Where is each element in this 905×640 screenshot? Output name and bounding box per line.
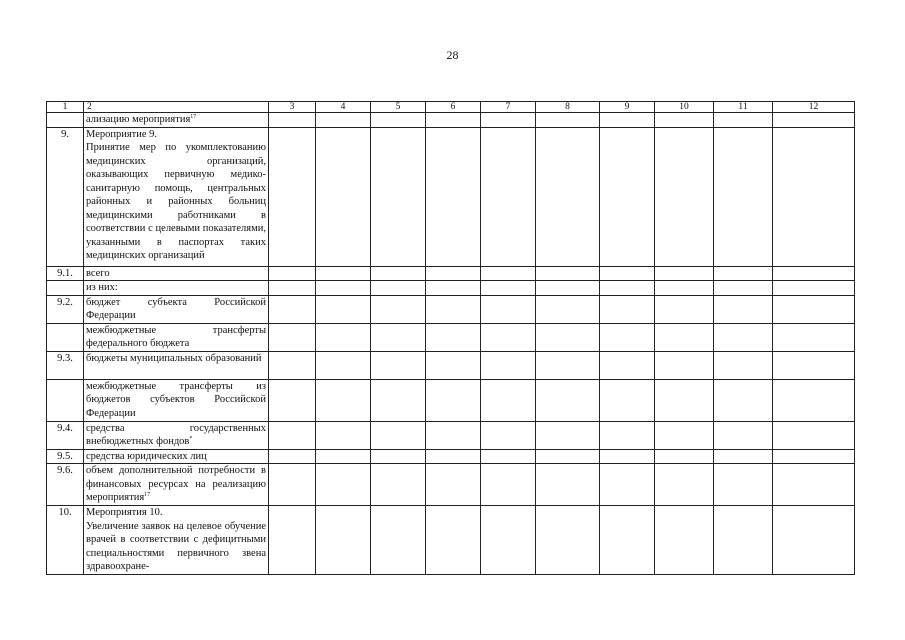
- value-cell-col-3: [269, 281, 316, 296]
- col-header-1: 1: [47, 102, 84, 113]
- value-cell-col-10: [655, 323, 714, 351]
- value-cell-col-6: [426, 506, 481, 575]
- value-cell-col-10: [655, 351, 714, 379]
- description-line: [86, 352, 266, 366]
- value-cell-col-8: [536, 506, 600, 575]
- value-cell-col-3: [269, 113, 316, 128]
- value-cell-col-7: [481, 113, 536, 128]
- row-number: 9.5.: [47, 449, 84, 464]
- value-cell-col-10: [655, 113, 714, 128]
- value-cell-col-4: [316, 351, 371, 379]
- row-description: [84, 127, 269, 266]
- description-line: [86, 450, 266, 464]
- value-cell-col-12: [773, 266, 855, 281]
- row-description: [84, 295, 269, 323]
- value-cell-col-10: [655, 449, 714, 464]
- description-line: [86, 281, 266, 295]
- value-cell-col-9: [600, 281, 655, 296]
- value-cell-col-3: [269, 266, 316, 281]
- row-number: 10.: [47, 506, 84, 575]
- value-cell-col-12: [773, 449, 855, 464]
- value-cell-col-11: [714, 506, 773, 575]
- value-cell-col-5: [371, 449, 426, 464]
- value-cell-col-10: [655, 421, 714, 449]
- col-header-6: 6: [426, 102, 481, 113]
- row-description: [84, 323, 269, 351]
- value-cell-col-12: [773, 464, 855, 506]
- value-cell-col-8: [536, 295, 600, 323]
- value-cell-col-3: [269, 323, 316, 351]
- value-cell-col-8: [536, 266, 600, 281]
- col-header-10: 10: [655, 102, 714, 113]
- value-cell-col-11: [714, 464, 773, 506]
- value-cell-col-6: [426, 323, 481, 351]
- value-cell-col-4: [316, 113, 371, 128]
- value-cell-col-8: [536, 351, 600, 379]
- col-header-3: 3: [269, 102, 316, 113]
- col-header-9: 9: [600, 102, 655, 113]
- value-cell-col-12: [773, 506, 855, 575]
- value-cell-col-7: [481, 506, 536, 575]
- value-cell-col-6: [426, 421, 481, 449]
- description-line: [86, 141, 266, 263]
- value-cell-col-9: [600, 421, 655, 449]
- row-description: [84, 281, 269, 296]
- description-text: ализацию мероприятия: [86, 114, 191, 125]
- value-cell-col-8: [536, 421, 600, 449]
- value-cell-col-7: [481, 127, 536, 266]
- col-header-11: 11: [714, 102, 773, 113]
- value-cell-col-10: [655, 127, 714, 266]
- description-text: средства государственных внебюджетных фондов: [86, 422, 266, 447]
- row-number: 9.: [47, 127, 84, 266]
- description-line: [86, 267, 266, 281]
- footnote-marker: 17: [144, 492, 151, 498]
- description-text: межбюджетные трансферты федерального бюджета: [86, 324, 266, 349]
- value-cell-col-4: [316, 266, 371, 281]
- value-cell-col-9: [600, 295, 655, 323]
- value-cell-col-10: [655, 266, 714, 281]
- value-cell-col-12: [773, 113, 855, 128]
- value-cell-col-5: [371, 295, 426, 323]
- table-row: [47, 323, 855, 351]
- row-description: [84, 379, 269, 421]
- value-cell-col-4: [316, 506, 371, 575]
- row-number: [47, 113, 84, 128]
- description-text: бюджет субъекта Российской Федерации: [86, 296, 266, 321]
- description-line: [86, 113, 266, 127]
- value-cell-col-7: [481, 351, 536, 379]
- table-row: [47, 421, 855, 449]
- value-cell-col-7: [481, 379, 536, 421]
- value-cell-col-12: [773, 127, 855, 266]
- value-cell-col-7: [481, 295, 536, 323]
- value-cell-col-7: [481, 266, 536, 281]
- value-cell-col-6: [426, 449, 481, 464]
- footnote-marker: 17: [190, 114, 197, 120]
- value-cell-col-9: [600, 351, 655, 379]
- value-cell-col-3: [269, 379, 316, 421]
- table-row: [47, 266, 855, 281]
- row-number: [47, 379, 84, 421]
- value-cell-col-9: [600, 506, 655, 575]
- value-cell-col-6: [426, 127, 481, 266]
- value-cell-col-11: [714, 379, 773, 421]
- description-text: всего: [86, 267, 110, 279]
- row-description: [84, 421, 269, 449]
- value-cell-col-4: [316, 127, 371, 266]
- value-cell-col-6: [426, 379, 481, 421]
- value-cell-col-11: [714, 351, 773, 379]
- value-cell-col-11: [714, 281, 773, 296]
- value-cell-col-5: [371, 464, 426, 506]
- value-cell-col-11: [714, 127, 773, 266]
- value-cell-col-12: [773, 323, 855, 351]
- table-body: [47, 102, 855, 575]
- value-cell-col-11: [714, 449, 773, 464]
- value-cell-col-5: [371, 266, 426, 281]
- row-description: [84, 449, 269, 464]
- description-text: средства юридических лиц: [86, 450, 207, 462]
- value-cell-col-9: [600, 323, 655, 351]
- value-cell-col-6: [426, 295, 481, 323]
- value-cell-col-7: [481, 281, 536, 296]
- row-number: 9.1.: [47, 266, 84, 281]
- description-text: Принятие мер по укомплектованию медицинских организаций, оказывающих первичную медико-санитарную помощь, центральных районных и районных больниц медицинскими работниками в соответствии с целевыми показателями, указанными в паспортах таких медицинских организаций: [86, 142, 266, 261]
- description-line: [86, 296, 266, 323]
- value-cell-col-8: [536, 449, 600, 464]
- description-line: [86, 422, 266, 449]
- value-cell-col-10: [655, 506, 714, 575]
- value-cell-col-6: [426, 113, 481, 128]
- description-text: бюджеты муниципальных образований: [86, 352, 262, 364]
- value-cell-col-10: [655, 281, 714, 296]
- col-header-8: 8: [536, 102, 600, 113]
- value-cell-col-5: [371, 323, 426, 351]
- col-header-7: 7: [481, 102, 536, 113]
- table-row: [47, 506, 855, 575]
- value-cell-col-9: [600, 113, 655, 128]
- value-cell-col-10: [655, 464, 714, 506]
- value-cell-col-12: [773, 351, 855, 379]
- value-cell-col-12: [773, 281, 855, 296]
- description-text: объем дополнительной потребности в финансовых ресурсах на реализацию мероприятия: [86, 465, 266, 503]
- value-cell-col-4: [316, 379, 371, 421]
- value-cell-col-3: [269, 421, 316, 449]
- row-description: [84, 464, 269, 506]
- value-cell-col-4: [316, 323, 371, 351]
- description-text: Увеличение заявок на целевое обучение врачей в соответствии с дефицитными специальностями первичного звена здравоохране-: [86, 520, 266, 572]
- description-text: межбюджетные трансферты из бюджетов субъектов Российской Федерации: [86, 380, 266, 419]
- value-cell-col-7: [481, 323, 536, 351]
- footnote-marker: *: [189, 436, 193, 442]
- value-cell-col-3: [269, 351, 316, 379]
- col-header-12: 12: [773, 102, 855, 113]
- value-cell-col-7: [481, 464, 536, 506]
- value-cell-col-12: [773, 421, 855, 449]
- table-row: [47, 127, 855, 266]
- value-cell-col-3: [269, 506, 316, 575]
- value-cell-col-8: [536, 323, 600, 351]
- value-cell-col-3: [269, 464, 316, 506]
- value-cell-col-4: [316, 449, 371, 464]
- value-cell-col-8: [536, 127, 600, 266]
- header-row: [47, 102, 855, 113]
- value-cell-col-9: [600, 379, 655, 421]
- description-text: Мероприятия 10.: [86, 507, 163, 518]
- value-cell-col-5: [371, 351, 426, 379]
- value-cell-col-11: [714, 266, 773, 281]
- description-text: Мероприятие 9.: [86, 128, 158, 140]
- value-cell-col-5: [371, 506, 426, 575]
- value-cell-col-5: [371, 127, 426, 266]
- col-header-5: 5: [371, 102, 426, 113]
- value-cell-col-11: [714, 113, 773, 128]
- value-cell-col-3: [269, 295, 316, 323]
- table-row: [47, 295, 855, 323]
- value-cell-col-6: [426, 266, 481, 281]
- value-cell-col-5: [371, 281, 426, 296]
- value-cell-col-10: [655, 295, 714, 323]
- row-description: [84, 506, 269, 575]
- value-cell-col-5: [371, 113, 426, 128]
- value-cell-col-7: [481, 421, 536, 449]
- value-cell-col-3: [269, 449, 316, 464]
- value-cell-col-9: [600, 266, 655, 281]
- row-description: [84, 351, 269, 379]
- value-cell-col-7: [481, 449, 536, 464]
- value-cell-col-6: [426, 281, 481, 296]
- description-line: [86, 464, 266, 505]
- value-cell-col-4: [316, 295, 371, 323]
- description-line: [86, 506, 266, 520]
- description-line: [86, 324, 266, 351]
- value-cell-col-4: [316, 464, 371, 506]
- description-line: [86, 380, 266, 421]
- row-description: [84, 266, 269, 281]
- description-text: из них:: [86, 282, 118, 293]
- value-cell-col-8: [536, 113, 600, 128]
- value-cell-col-8: [536, 281, 600, 296]
- row-number: 9.4.: [47, 421, 84, 449]
- value-cell-col-9: [600, 127, 655, 266]
- value-cell-col-6: [426, 464, 481, 506]
- value-cell-col-5: [371, 379, 426, 421]
- row-number: [47, 323, 84, 351]
- value-cell-col-4: [316, 281, 371, 296]
- page-number: 28: [446, 48, 459, 62]
- description-line: [86, 520, 266, 574]
- value-cell-col-10: [655, 379, 714, 421]
- value-cell-col-11: [714, 295, 773, 323]
- row-number: 9.3.: [47, 351, 84, 379]
- table-row: [47, 113, 855, 128]
- table-row: [47, 449, 855, 464]
- table-row: [47, 464, 855, 506]
- row-description: [84, 113, 269, 128]
- value-cell-col-11: [714, 323, 773, 351]
- row-number: 9.6.: [47, 464, 84, 506]
- value-cell-col-4: [316, 421, 371, 449]
- value-cell-col-12: [773, 379, 855, 421]
- table-row: [47, 351, 855, 379]
- value-cell-col-8: [536, 379, 600, 421]
- value-cell-col-9: [600, 449, 655, 464]
- financing-table: [46, 101, 855, 575]
- col-header-2: 2: [84, 102, 269, 113]
- description-line: [86, 128, 266, 142]
- row-number: [47, 281, 84, 296]
- value-cell-col-3: [269, 127, 316, 266]
- value-cell-col-5: [371, 421, 426, 449]
- table-row: [47, 379, 855, 421]
- table-row: [47, 281, 855, 296]
- value-cell-col-6: [426, 351, 481, 379]
- value-cell-col-11: [714, 421, 773, 449]
- col-header-4: 4: [316, 102, 371, 113]
- value-cell-col-8: [536, 464, 600, 506]
- value-cell-col-9: [600, 464, 655, 506]
- value-cell-col-12: [773, 295, 855, 323]
- row-number: 9.2.: [47, 295, 84, 323]
